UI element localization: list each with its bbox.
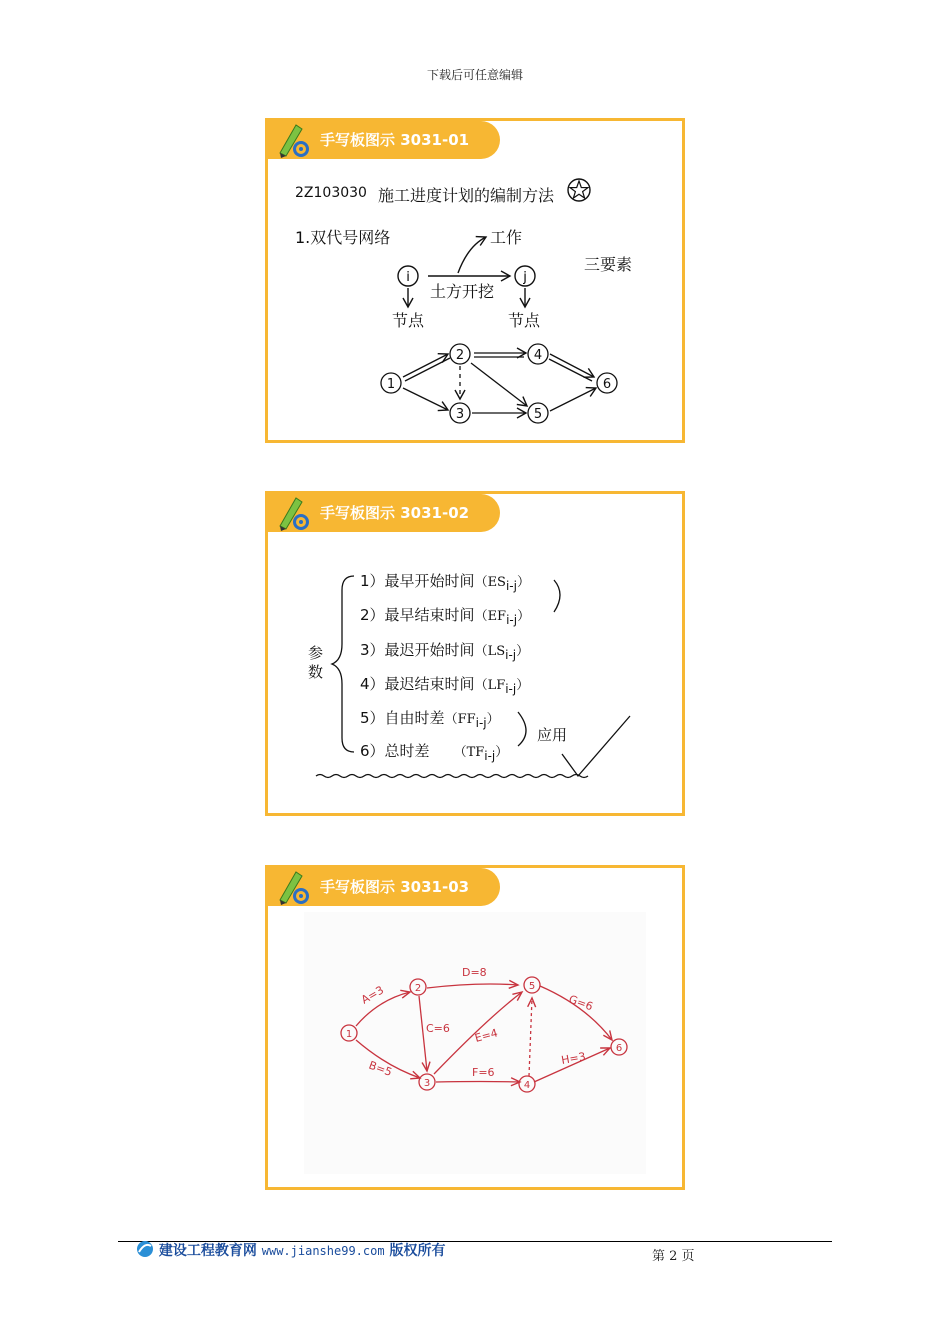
network-edges	[403, 353, 596, 413]
svg-text:3: 3	[423, 1078, 431, 1089]
svg-text:E=4: E=4	[473, 1026, 500, 1045]
svg-text:1: 1	[345, 1029, 353, 1040]
svg-text:B=5: B=5	[366, 1058, 394, 1079]
brace-label: 参数	[308, 644, 324, 681]
site-logo-icon	[136, 1240, 154, 1258]
svg-text:F=6: F=6	[472, 1066, 495, 1079]
svg-text:4: 4	[523, 1080, 531, 1091]
footer-url[interactable]: www.jianshe99.com	[261, 1244, 385, 1258]
svg-text:5: 5	[533, 407, 543, 422]
param-row: 4）最迟结束时间$(LF_{i-j})$	[360, 675, 530, 696]
slide-2	[265, 491, 685, 816]
param-row: 3）最迟开始时间$(LS_{i-j})$	[360, 641, 530, 662]
left-brace	[332, 576, 354, 752]
slide-1-drawing	[268, 121, 682, 440]
svg-text:6: 6	[602, 377, 612, 392]
edge-F	[436, 1082, 520, 1083]
svg-text:5: 5	[528, 981, 536, 992]
svg-text:H=3: H=3	[560, 1049, 587, 1067]
arrow-top-label: 工作	[490, 228, 523, 247]
param-row: 6）总时差 $(TF_{i-j})$	[360, 742, 509, 763]
bracket-1-2	[554, 580, 560, 612]
check-mark	[562, 716, 630, 776]
node-i-label: i	[406, 270, 410, 285]
footer-rights: 版权所有	[389, 1243, 446, 1259]
svg-text:D=8: D=8	[462, 966, 487, 979]
svg-text:3: 3	[455, 407, 465, 422]
svg-text:2: 2	[455, 348, 465, 363]
work-callout-arrow	[458, 237, 486, 273]
param-row: 5）自由时差$(FF_{i-j})$	[360, 709, 500, 730]
slide-2-drawing	[268, 494, 682, 813]
heading-text: 施工进度计划的编制方法	[378, 186, 555, 205]
slide-title: 手写板图示 3031-02	[320, 504, 470, 522]
heading-code: 2Z103030	[295, 185, 367, 201]
slide-3-network	[268, 868, 682, 1187]
slide-title: 手写板图示 3031-03	[320, 878, 470, 896]
three-elements-label: 三要素	[584, 255, 633, 274]
wavy-underline	[316, 775, 588, 778]
node-j-label: j	[523, 270, 527, 285]
footer-brand[interactable]	[136, 1240, 445, 1260]
svg-text:4: 4	[533, 348, 543, 363]
svg-text:6: 6	[615, 1043, 623, 1054]
document-header: 下载后可任意编辑	[426, 68, 523, 82]
slide-1	[265, 118, 685, 443]
network-nodes	[381, 344, 617, 423]
svg-text:2: 2	[414, 983, 422, 994]
arrow-bottom-label: 土方开挖	[430, 282, 495, 301]
svg-text:C=6: C=6	[426, 1022, 450, 1035]
slide-3	[265, 865, 685, 1190]
node-label-right: 节点	[508, 311, 541, 330]
slide-title: 手写板图示 3031-01	[320, 131, 470, 149]
footer-site-name: 建设工程教育网	[158, 1243, 257, 1259]
param-row: 2）最早结束时间$(EF_{i-j})$	[360, 606, 531, 627]
subtitle: 1.双代号网络	[295, 228, 391, 247]
svg-text:G=6: G=6	[566, 992, 595, 1014]
page-number: 第 2 页	[652, 1249, 695, 1264]
param-row: 1）最早开始时间$(ES_{i-j})$	[360, 572, 530, 593]
node-label-left: 节点	[392, 311, 425, 330]
svg-text:1: 1	[386, 377, 396, 392]
apply-label: 应用	[537, 726, 568, 744]
svg-text:A=3: A=3	[359, 983, 387, 1007]
bracket-5-6	[518, 712, 526, 746]
